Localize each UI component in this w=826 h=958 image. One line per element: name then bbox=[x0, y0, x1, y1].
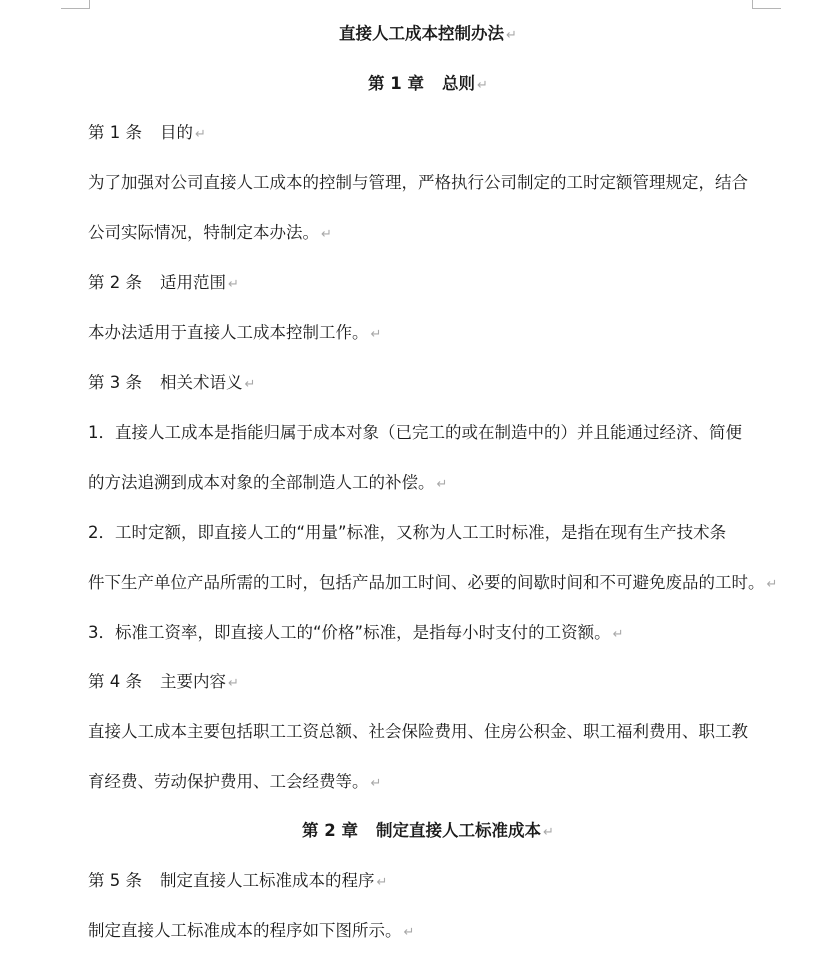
paragraph-mark-icon: ↵ bbox=[370, 327, 382, 342]
page-corner-mark-left bbox=[61, 0, 90, 9]
article-name: 制定直接人工标准成本的程序 bbox=[160, 871, 375, 890]
article-number: 第 1 条 bbox=[88, 123, 142, 142]
document-title bbox=[88, 22, 768, 46]
body-text: 本办法适用于直接人工成本控制工作。 bbox=[88, 323, 369, 342]
body-text: 育经费、劳动保护费用、工会经费等。 bbox=[88, 772, 369, 791]
article-2-heading bbox=[88, 271, 768, 295]
body-text: 的方法追溯到成本对象的全部制造人工的补偿。 bbox=[88, 473, 435, 492]
paragraph-mark-icon: ↵ bbox=[506, 28, 517, 43]
article-3-item-1-line-1 bbox=[88, 421, 768, 445]
paragraph-mark-icon: ↵ bbox=[195, 127, 206, 142]
chapter-2-heading bbox=[88, 819, 768, 843]
article-1-heading bbox=[88, 121, 768, 145]
chapter-name: 总则 bbox=[442, 74, 476, 93]
body-text: 制定直接人工标准成本的程序如下图所示。 bbox=[88, 921, 402, 940]
title-text: 直接人工成本控制办法 bbox=[339, 24, 505, 43]
paragraph-mark-icon: ↵ bbox=[612, 627, 624, 642]
article-3-item-1-line-2 bbox=[88, 471, 768, 495]
article-number: 第 5 条 bbox=[88, 871, 142, 890]
article-4-body-line-1 bbox=[88, 720, 768, 744]
body-text: 3．标准工资率，即直接人工的“价格”标准，是指每小时支付的工资额。 bbox=[88, 623, 611, 642]
article-name: 相关术语义 bbox=[160, 373, 243, 392]
paragraph-mark-icon: ↵ bbox=[228, 676, 239, 691]
article-5-body bbox=[88, 919, 768, 943]
chapter-1-heading bbox=[88, 72, 768, 96]
body-text: 1．直接人工成本是指能归属于成本对象（已完工的或在制造中的）并且能通过经济、简便 bbox=[88, 423, 742, 442]
article-1-body-line-1 bbox=[88, 171, 768, 195]
paragraph-mark-icon: ↵ bbox=[244, 377, 256, 392]
article-4-body-line-2 bbox=[88, 770, 768, 794]
article-5-heading bbox=[88, 869, 768, 893]
paragraph-mark-icon: ↵ bbox=[477, 78, 488, 93]
paragraph-mark-icon: ↵ bbox=[766, 577, 778, 592]
chapter-number: 第 1 章 bbox=[368, 74, 425, 93]
paragraph-mark-icon: ↵ bbox=[376, 875, 388, 890]
body-text: 公司实际情况，特制定本办法。 bbox=[88, 223, 319, 242]
paragraph-mark-icon: ↵ bbox=[436, 477, 448, 492]
article-2-body bbox=[88, 321, 768, 345]
paragraph-mark-icon: ↵ bbox=[321, 227, 332, 242]
article-3-item-2-line-1 bbox=[88, 521, 768, 545]
article-name: 目的 bbox=[160, 123, 193, 142]
body-text: 2．工时定额，即直接人工的“用量”标准，又称为人工工时标准，是指在现有生产技术条 bbox=[88, 523, 727, 542]
paragraph-mark-icon: ↵ bbox=[403, 925, 415, 940]
page-corner-mark-right bbox=[752, 0, 781, 9]
article-number: 第 3 条 bbox=[88, 373, 142, 392]
chapter-name: 制定直接人工标准成本 bbox=[376, 821, 542, 840]
article-number: 第 2 条 bbox=[88, 273, 142, 292]
chapter-number: 第 2 章 bbox=[302, 821, 359, 840]
body-text: 为了加强对公司直接人工成本的控制与管理，严格执行公司制定的工时定额管理规定，结合 bbox=[88, 173, 748, 192]
article-1-body-line-2 bbox=[88, 221, 768, 245]
article-3-heading bbox=[88, 371, 768, 395]
article-3-item-3 bbox=[88, 621, 768, 645]
body-text: 直接人工成本主要包括职工工资总额、社会保险费用、住房公积金、职工福利费用、职工教 bbox=[88, 722, 748, 741]
article-number: 第 4 条 bbox=[88, 672, 142, 691]
paragraph-mark-icon: ↵ bbox=[228, 277, 239, 292]
body-text: 件下生产单位产品所需的工时，包括产品加工时间、必要的间歇时间和不可避免废品的工时。 bbox=[88, 573, 765, 592]
article-4-heading bbox=[88, 670, 768, 694]
article-name: 适用范围 bbox=[160, 273, 226, 292]
paragraph-mark-icon: ↵ bbox=[543, 825, 554, 840]
article-3-item-2-line-2 bbox=[88, 571, 778, 595]
article-name: 主要内容 bbox=[160, 672, 226, 691]
paragraph-mark-icon: ↵ bbox=[370, 776, 382, 791]
